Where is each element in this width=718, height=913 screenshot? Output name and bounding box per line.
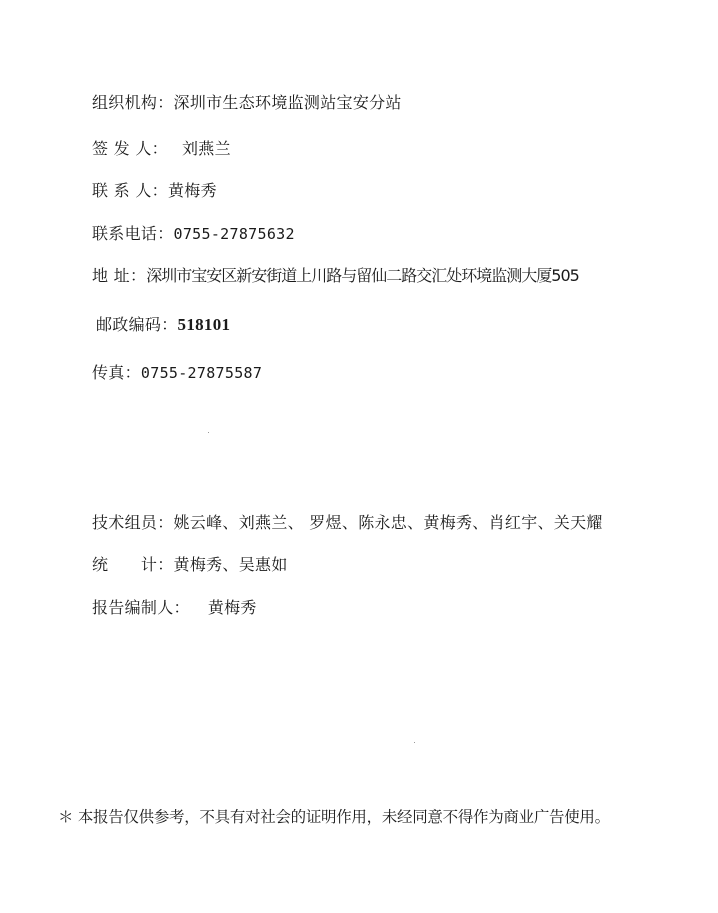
contact-value: 黄梅秀 bbox=[167, 181, 217, 200]
org-line bbox=[92, 92, 402, 114]
postcode-line bbox=[96, 314, 230, 336]
scan-speck bbox=[208, 432, 209, 433]
compiler-line bbox=[92, 597, 257, 619]
postcode-value: 518101 bbox=[177, 315, 231, 334]
compiler-value: 黄梅秀 bbox=[207, 598, 257, 617]
phone-label: 联系电话： bbox=[92, 224, 174, 243]
issuer-line bbox=[92, 138, 231, 160]
compiler-label: 报告编制人： bbox=[92, 598, 190, 617]
issuer-value: 刘燕兰 bbox=[181, 139, 231, 158]
address-value: 深圳市宝安区新安街道上川路与留仙二路交汇处环境监测大厦505 bbox=[146, 266, 579, 285]
issuer-label: 签 发 人： bbox=[92, 139, 168, 158]
postcode-label: 邮政编码： bbox=[96, 315, 178, 334]
fax-line bbox=[92, 362, 262, 384]
phone-line bbox=[92, 223, 295, 245]
stats-line bbox=[92, 554, 288, 576]
fax-value: 0755-27875587 bbox=[140, 364, 263, 382]
contact-line bbox=[92, 180, 217, 202]
disclaimer-text: ＊ 本报告仅供参考，不具有对社会的证明作用，未经同意不得作为商业广告使用。 bbox=[58, 808, 610, 826]
address-label: 地 址： bbox=[92, 266, 147, 285]
address-line bbox=[92, 265, 579, 287]
contact-label: 联 系 人： bbox=[92, 181, 168, 200]
stats-label: 统 计： bbox=[92, 555, 174, 574]
stats-value: 黄梅秀、吴惠如 bbox=[173, 555, 288, 574]
phone-value: 0755-27875632 bbox=[173, 225, 295, 243]
scan-speck bbox=[414, 742, 415, 743]
team-value: 姚云峰、刘燕兰、 罗煜、陈永忠、黄梅秀、肖红宇、关天耀 bbox=[173, 513, 603, 532]
org-value: 深圳市生态环境监测站宝安分站 bbox=[173, 93, 402, 112]
org-label: 组织机构： bbox=[92, 93, 174, 112]
fax-label: 传真： bbox=[92, 363, 141, 382]
team-line bbox=[92, 512, 603, 534]
team-label: 技术组员： bbox=[92, 513, 174, 532]
